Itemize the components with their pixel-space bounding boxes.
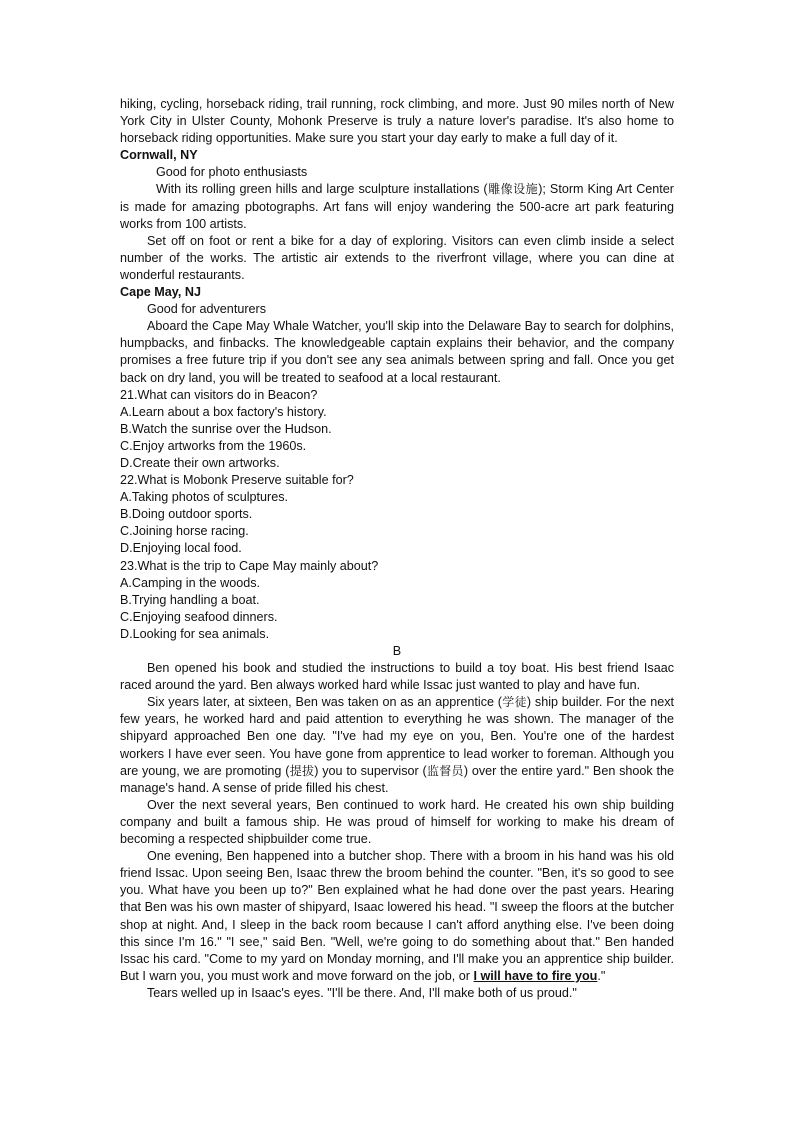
cornwall-paragraph-1 — [120, 181, 674, 232]
document-page — [120, 96, 674, 1002]
story-paragraph-5: Tears welled up in Isaac's eyes. "I'll be there. And, I'll make both of us proud." — [147, 985, 577, 1000]
answer-option: C.Joining horse racing. — [120, 524, 249, 539]
question-23 — [120, 558, 674, 643]
text-run: With its rolling green hills and large sculpture installations ( — [156, 182, 488, 197]
chinese-gloss: 监督员 — [426, 763, 464, 778]
story-paragraph-1: Ben opened his book and studied the instructions to build a toy boat. His best friend Isaac raced around the yard. Ben always worked hard while Issac just wanted to play and have fun. — [120, 661, 674, 693]
question-21 — [120, 387, 674, 472]
mohonk-paragraph: hiking, cycling, horseback riding, trail running, rock climbing, and more. Just 90 miles north of New York City in Ulster County, Mohonk Preserve is truly a nature lover's paradise. It's also home to horseback riding opportunities. Make sure you start your day early to make a full day of it. — [120, 97, 674, 146]
text-run: ) you to supervisor ( — [314, 763, 427, 778]
answer-option: D.Looking for sea animals. — [120, 626, 270, 641]
answer-option: C.Enjoying seafood dinners. — [120, 609, 278, 624]
answer-option: A.Taking photos of sculptures. — [120, 490, 289, 505]
capemay-good-for: Good for adventurers — [147, 302, 267, 317]
answer-option: A.Learn about a box factory's history. — [120, 404, 327, 419]
answer-option: B.Trying handling a boat. — [120, 592, 260, 607]
chinese-gloss: 提拔 — [289, 763, 315, 778]
question-stem: 22.What is Mobonk Preserve suitable for? — [120, 473, 354, 488]
text-run: Six years later, at sixteen, Ben was taken on as an apprentice ( — [147, 695, 502, 710]
answer-option: C.Enjoy artworks from the 1960s. — [120, 438, 307, 453]
text-run: ) over the entire yard." Ben shook the manage's hand. A sense of pride filled his chest. — [120, 763, 674, 795]
question-22 — [120, 472, 674, 557]
text-run: One evening, Ben happened into a butcher shop. There with a broom in his hand was his old friend Issac. Upon seeing Ben, Isaac threw the broom behind the counter. "Ben, it's so good to see you. What have you been up to?" Ben explained what he had done over the past years. Hearing that Ben was his own master of shipyard, Isaac lowered his head. "I sweep the floors at the butcher shop at night. And, I sleep in the back room because I can't afford anything else. I've been doing this since I'm 16." "I see," said Ben. "Well, we're going to do something about that." Ben handed Issac his card. "Come to my yard on Monday morning, and I'll make you an apprentice ship builder. But I warn you, you must work and move forward on the job, or — [120, 849, 674, 983]
cornwall-heading: Cornwall, NY — [120, 148, 198, 163]
chinese-gloss: 雕像设施 — [487, 182, 539, 197]
text-run: ); Storm King Art Center is made for amazing pbotographs. Art fans will enjoy wandering the 500-acre art park featuring works from 100 artists. — [120, 182, 674, 231]
answer-option: A.Camping in the woods. — [120, 575, 261, 590]
story-paragraph-3: Over the next several years, Ben continued to work hard. He created his own ship building company and built a famous ship. He was proud of himself for working to make his dream of becoming a respected shipbuilder come true. — [120, 797, 674, 847]
capemay-heading: Cape May, NJ — [120, 285, 201, 300]
text-run: ." — [597, 968, 606, 983]
answer-option: B.Watch the sunrise over the Hudson. — [120, 421, 332, 436]
answer-option: B.Doing outdoor sports. — [120, 507, 253, 522]
cornwall-good-for: Good for photo enthusiasts — [156, 165, 308, 180]
underlined-phrase: I will have to fire you — [473, 968, 598, 983]
story-paragraph-2 — [120, 694, 674, 797]
question-stem: 21.What can visitors do in Beacon? — [120, 387, 318, 402]
cornwall-paragraph-2: Set off on foot or rent a bike for a day of exploring. Visitors can even climb inside a select number of the works. The artistic air extends to the riverfront village, where you can dine at wonderful restaurants. — [120, 233, 674, 282]
text-run: ) ship builder. For the next few years, he worked hard and paid attention to everything he was shown. The manager of the shipyard approached Ben one day. "I've had my eye on you, Ben. You're one of the hardest workers I have ever seen. You have gone from apprentice to lead worker to foreman. Although you are young, we are promoting ( — [120, 695, 674, 778]
answer-option: D.Create their own artworks. — [120, 455, 280, 470]
question-stem: 23.What is the trip to Cape May mainly about? — [120, 558, 379, 573]
capemay-paragraph-1: Aboard the Cape May Whale Watcher, you'll skip into the Delaware Bay to search for dolphins, humpbacks, and finbacks. The knowledgeable captain explains their behavior, and the company promises a free future trip if you don't see any sea animals between spring and fall. Once you get back on dry land, you will be treated to seafood at a local restaurant. — [120, 319, 674, 385]
section-b-label: B — [392, 644, 402, 658]
chinese-gloss: 学徒 — [502, 695, 527, 710]
story-paragraph-4 — [120, 848, 674, 985]
answer-option: D.Enjoying local food. — [120, 541, 242, 556]
